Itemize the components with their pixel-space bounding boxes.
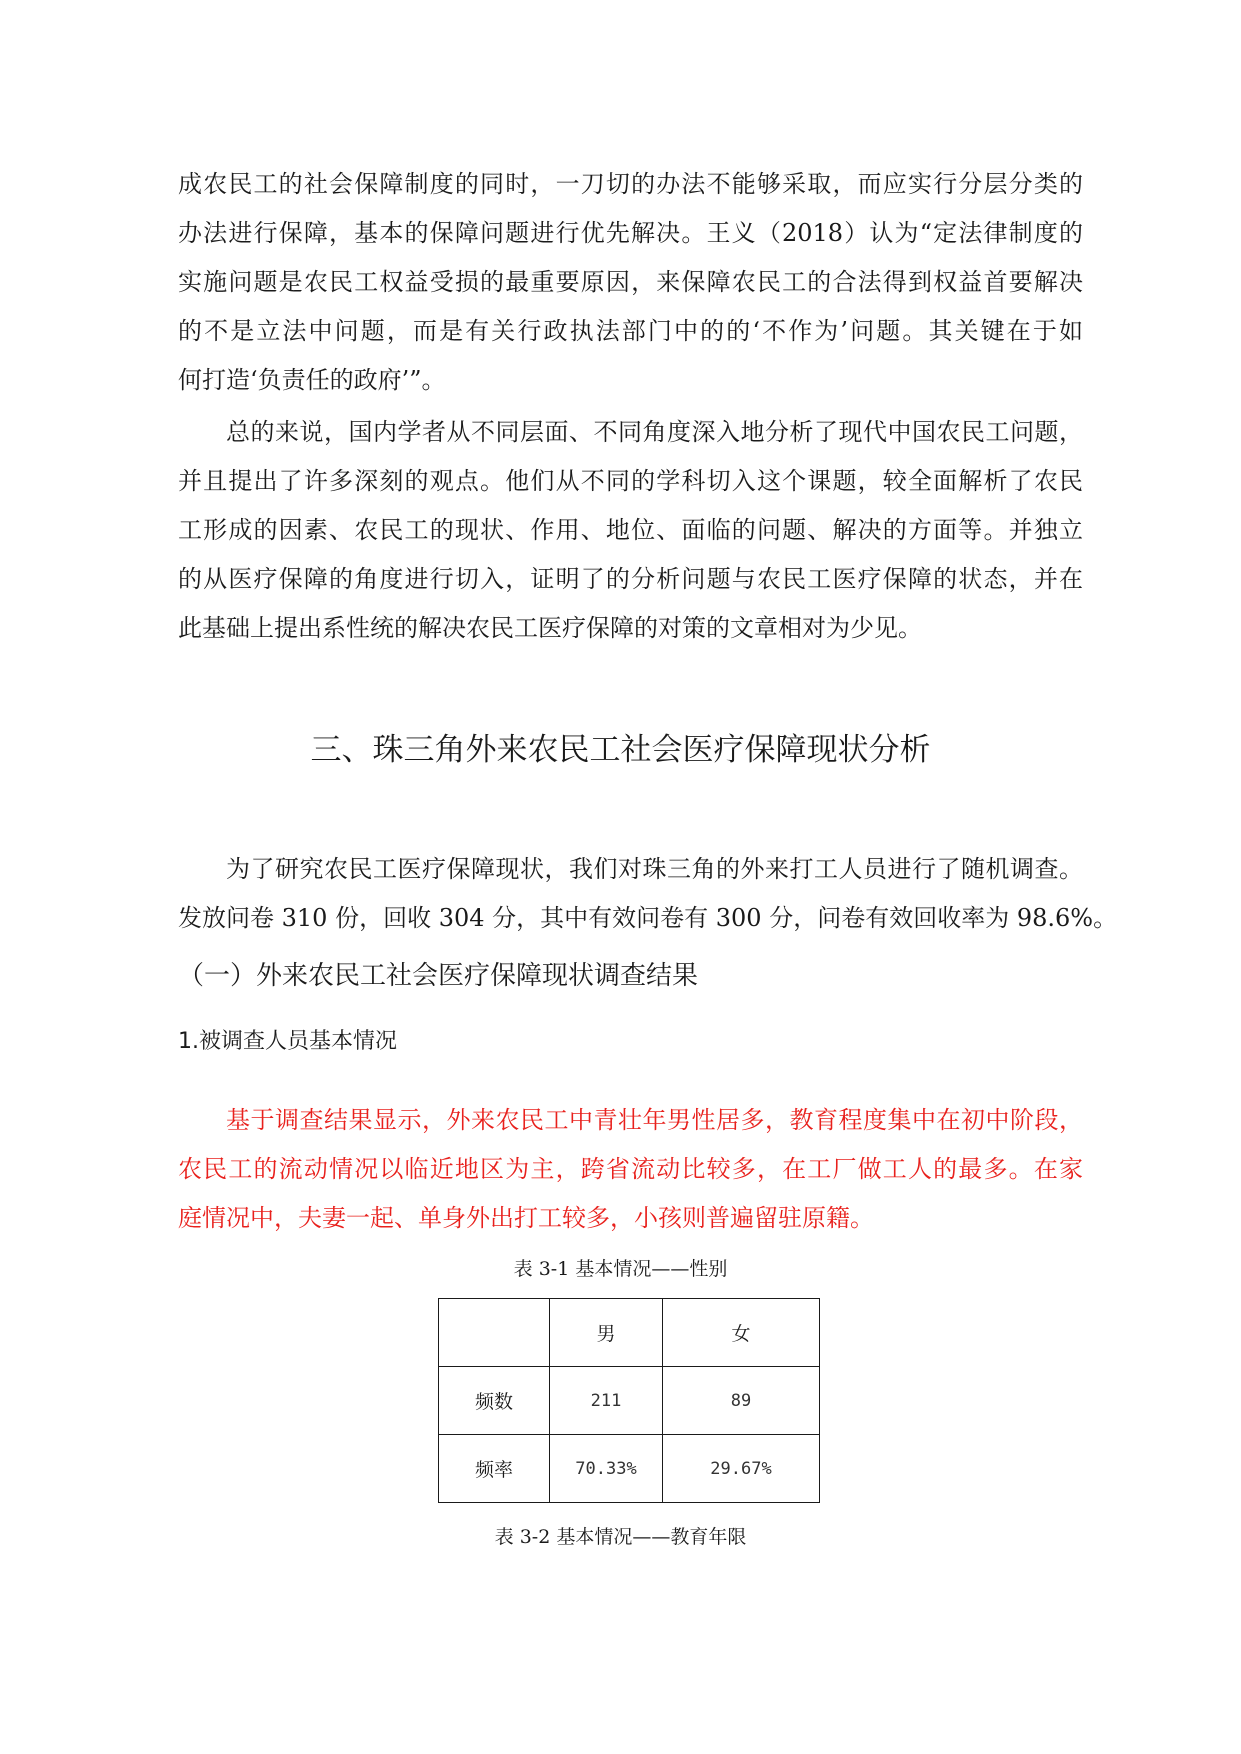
table-header-row [439, 1299, 820, 1367]
text-line: 发放问卷 310 份，回收 304 分，其中有效问卷有 300 分，问卷有效回收率为 98.6%。 [178, 904, 1118, 932]
text-line: 此基础上提出系性统的解决农民工医疗保障的对策的文章相对为少见。 [178, 614, 922, 642]
paragraph-survey-intro [178, 845, 1118, 943]
text-line: 的不是立法中问题，而是有关行政执法部门中的的‘不作为’问题。其关键在于如 [178, 317, 1083, 345]
text-line: 的从医疗保障的角度进行切入，证明了的分析问题与农民工医疗保障的状态，并在 [178, 565, 1083, 593]
table-caption: 表 3-2 基本情况——教育年限 [494, 1526, 747, 1548]
text-line: 何打造‘负责任的政府’”。 [178, 366, 446, 394]
table-header-cell: 男 [550, 1299, 663, 1367]
table-row [439, 1367, 820, 1435]
table-cell: 70.33% [550, 1435, 663, 1503]
text-line: 总的来说，国内学者从不同层面、不同角度深入地分析了现代中国农民工问题， [226, 418, 1083, 446]
table-cell: 211 [550, 1367, 663, 1435]
text-line: 工形成的因素、农民工的现状、作用、地位、面临的问题、解决的方面等。并独立 [178, 516, 1083, 544]
table-caption: 表 3-1 基本情况——性别 [513, 1258, 728, 1280]
table-row [439, 1435, 820, 1503]
text-line: 基于调查结果显示，外来农民工中青壮年男性居多，教育程度集中在初中阶段， [226, 1106, 1083, 1134]
paragraph-literature-continuation [178, 160, 1083, 405]
table-cell: 89 [663, 1367, 820, 1435]
text-line: 为了研究农民工医疗保障现状，我们对珠三角的外来打工人员进行了随机调查。 [226, 855, 1083, 883]
text-line: 办法进行保障，基本的保障问题进行优先解决。王义（2018）认为“定法律制度的 [178, 219, 1083, 247]
table-row-label: 频数 [439, 1367, 550, 1435]
chapter-heading: 三、珠三角外来农民工社会医疗保障现状分析 [310, 732, 931, 768]
paragraph-summary [178, 408, 1083, 653]
text-line: 实施问题是农民工权益受损的最重要原因，来保障农民工的合法得到权益首要解决 [178, 268, 1083, 296]
text-line: 成农民工的社会保障制度的同时，一刀切的办法不能够采取，而应实行分层分类的 [178, 170, 1083, 198]
gender-table [438, 1298, 820, 1503]
table-cell: 29.67% [663, 1435, 820, 1503]
text-line: 农民工的流动情况以临近地区为主，跨省流动比较多，在工厂做工人的最多。在家 [178, 1155, 1083, 1183]
paragraph-survey-findings [178, 1096, 1083, 1243]
text-line: 庭情况中，夫妻一起、单身外出打工较多，小孩则普遍留驻原籍。 [178, 1204, 874, 1232]
table-header-cell [439, 1299, 550, 1367]
table-row-label: 频率 [439, 1435, 550, 1503]
text-line: 并且提出了许多深刻的观点。他们从不同的学科切入这个课题，较全面解析了农民 [178, 467, 1083, 495]
section-heading: （一）外来农民工社会医疗保障现状调查结果 [178, 961, 699, 991]
table-header-cell: 女 [663, 1299, 820, 1367]
subsection-heading: 1.被调查人员基本情况 [178, 1029, 397, 1054]
